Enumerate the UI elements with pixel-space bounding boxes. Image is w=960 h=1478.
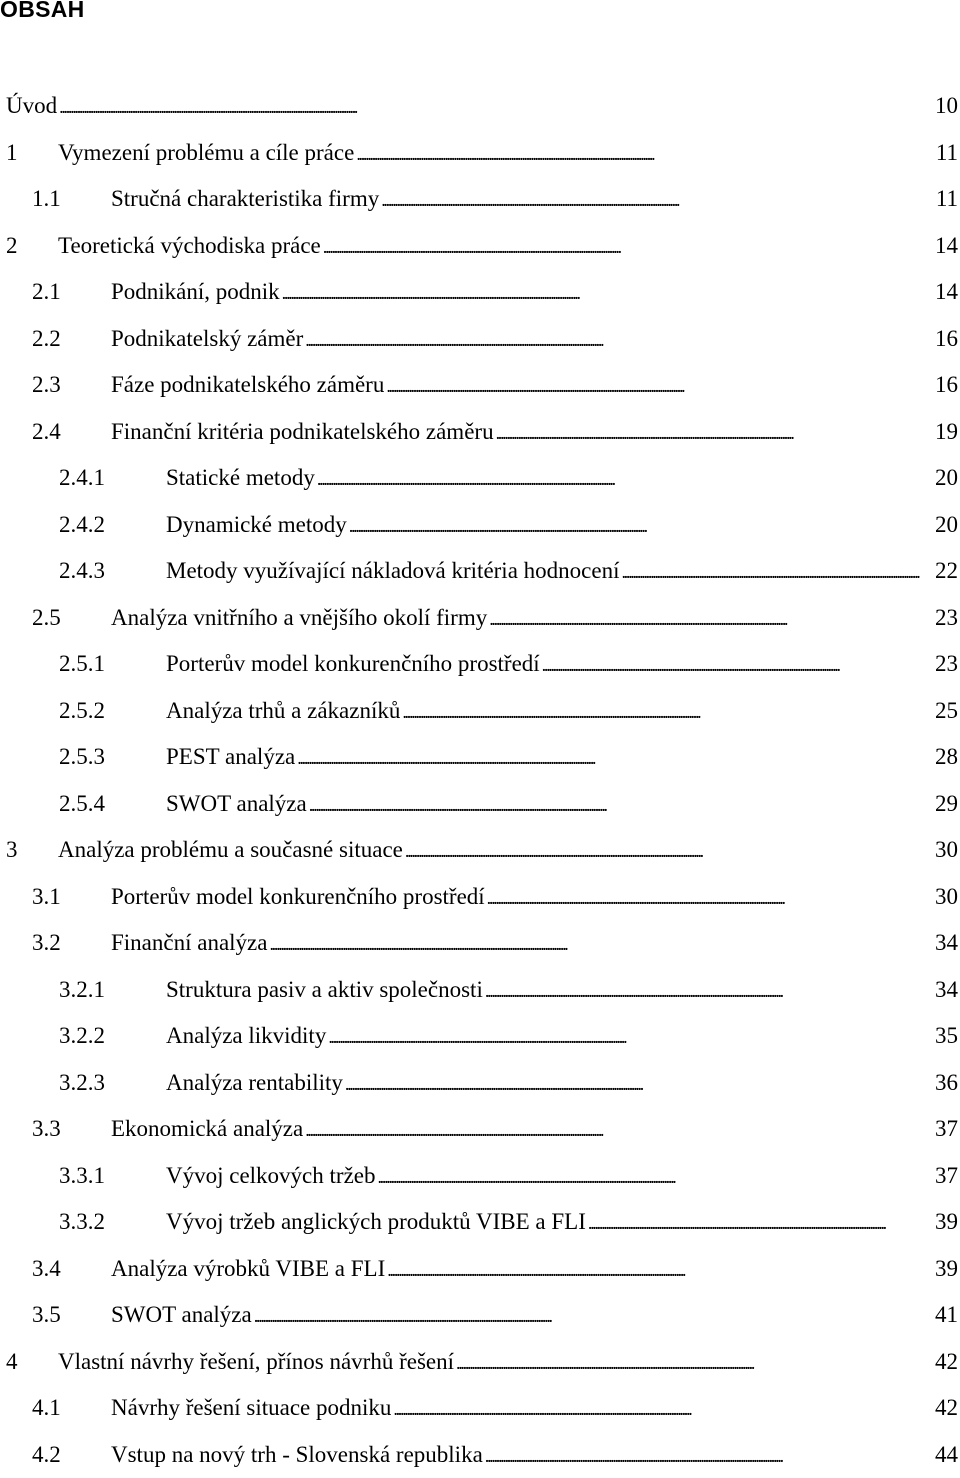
toc-entry-page-number: 20 xyxy=(935,512,958,538)
toc-entry-title: Vlastní návrhy řešení, přínos návrhů řešení xyxy=(58,1349,454,1375)
toc-entry-number: 2.4.3 xyxy=(59,558,166,584)
toc-entry-number: 3.2.3 xyxy=(59,1070,166,1096)
toc-entry[interactable] xyxy=(0,1199,960,1246)
toc-entry-title: Dynamické metody xyxy=(166,512,347,538)
toc-entry-number: 4.2 xyxy=(32,1442,111,1468)
toc-entry[interactable] xyxy=(0,316,960,363)
toc-entry-title: Analýza vnitřního a vnějšího okolí firmy xyxy=(111,605,487,631)
dot-leader xyxy=(621,563,932,587)
toc-entry-number: 2.5 xyxy=(32,605,111,631)
toc-entry-page-number: 41 xyxy=(935,1302,958,1328)
dot-leader xyxy=(356,145,933,169)
dot-leader xyxy=(328,1028,932,1052)
toc-entry[interactable] xyxy=(0,920,960,967)
toc-entry-page-number: 30 xyxy=(935,884,958,910)
toc-entry-page-number: 34 xyxy=(935,930,958,956)
dot-leader xyxy=(305,331,932,355)
toc-entry[interactable] xyxy=(0,1292,960,1339)
toc-entry[interactable] xyxy=(0,1106,960,1153)
toc-entry-number: 2.1 xyxy=(32,279,111,305)
dot-leader xyxy=(487,889,932,913)
toc-entry-page-number: 29 xyxy=(935,791,958,817)
toc-entry-number: 2.4.2 xyxy=(59,512,166,538)
toc-entry-page-number: 28 xyxy=(935,744,958,770)
toc-entry-page-number: 34 xyxy=(935,977,958,1003)
toc-entry-page-number: 25 xyxy=(935,698,958,724)
toc-entry-number: 4 xyxy=(6,1349,58,1375)
toc-entry-page-number: 11 xyxy=(936,140,958,166)
toc-entry-title: Finanční analýza xyxy=(111,930,267,956)
dot-leader xyxy=(269,935,932,959)
toc-entry[interactable] xyxy=(0,827,960,874)
dot-leader xyxy=(297,749,932,773)
toc-entry[interactable] xyxy=(0,641,960,688)
toc-entry-title: Metody využívající nákladová kritéria hodnocení xyxy=(166,558,619,584)
toc-entry-page-number: 30 xyxy=(935,837,958,863)
toc-entry-page-number: 37 xyxy=(935,1116,958,1142)
toc-entry-page-number: 23 xyxy=(935,605,958,631)
dot-leader xyxy=(485,982,932,1006)
toc-entry[interactable] xyxy=(0,1339,960,1386)
toc-entry-number: 3.2.2 xyxy=(59,1023,166,1049)
toc-entry-number: 2.5.1 xyxy=(59,651,166,677)
toc-entry-title: Fáze podnikatelského záměru xyxy=(111,372,384,398)
dot-leader xyxy=(387,1261,932,1285)
dot-leader xyxy=(456,1354,932,1378)
page-title: OBSAH xyxy=(0,0,85,23)
toc-entry-number: 2.4 xyxy=(32,419,111,445)
toc-entry[interactable] xyxy=(0,409,960,456)
toc-entry-page-number: 16 xyxy=(935,372,958,398)
toc-entry[interactable] xyxy=(0,967,960,1014)
dot-leader xyxy=(393,1400,932,1424)
dot-leader xyxy=(485,1447,932,1471)
toc-entry-title: Podnikatelský záměr xyxy=(111,326,303,352)
toc-entry-number: 3.3 xyxy=(32,1116,111,1142)
dot-leader xyxy=(386,377,932,401)
toc-entry-title: Podnikání, podnik xyxy=(111,279,280,305)
toc-entry[interactable] xyxy=(0,502,960,549)
dot-leader xyxy=(377,1168,932,1192)
toc-entry-page-number: 44 xyxy=(935,1442,958,1468)
toc-entry-title: Úvod xyxy=(6,93,57,119)
toc-entry-title: PEST analýza xyxy=(166,744,295,770)
dot-leader xyxy=(309,796,932,820)
toc-entry[interactable] xyxy=(0,1153,960,1200)
dot-leader xyxy=(305,1121,932,1145)
toc-entry-title: Porterův model konkurenčního prostředí xyxy=(166,651,540,677)
toc-entry-page-number: 23 xyxy=(935,651,958,677)
toc-entry-title: Struktura pasiv a aktiv společnosti xyxy=(166,977,483,1003)
toc-entry-title: SWOT analýza xyxy=(166,791,307,817)
toc-entry-number: 4.1 xyxy=(32,1395,111,1421)
toc-entry-page-number: 16 xyxy=(935,326,958,352)
dot-leader xyxy=(349,517,932,541)
toc-entry[interactable] xyxy=(0,734,960,781)
dot-leader xyxy=(405,842,932,866)
toc-entry-page-number: 11 xyxy=(936,186,958,212)
dot-leader xyxy=(323,238,932,262)
dot-leader xyxy=(254,1307,932,1331)
toc-entry[interactable] xyxy=(0,548,960,595)
toc-entry-title: Analýza výrobků VIBE a FLI xyxy=(111,1256,385,1282)
toc-entry-page-number: 39 xyxy=(935,1209,958,1235)
toc-entry-title: Analýza likvidity xyxy=(166,1023,326,1049)
toc-entry[interactable] xyxy=(0,269,960,316)
toc-entry-number: 3.2 xyxy=(32,930,111,956)
toc-entry-title: Analýza problému a současné situace xyxy=(58,837,403,863)
toc-entry[interactable] xyxy=(0,1060,960,1107)
dot-leader xyxy=(282,284,932,308)
toc-entry[interactable] xyxy=(0,455,960,502)
toc-entry-title: Statické metody xyxy=(166,465,315,491)
toc-entry-page-number: 14 xyxy=(935,279,958,305)
toc-entry[interactable] xyxy=(0,362,960,409)
toc-entry[interactable] xyxy=(0,688,960,735)
toc-entry[interactable] xyxy=(0,1432,960,1478)
dot-leader xyxy=(381,191,933,215)
toc-entry[interactable] xyxy=(0,223,960,270)
toc-entry-number: 2.4.1 xyxy=(59,465,166,491)
toc-entry-title: Ekonomická analýza xyxy=(111,1116,303,1142)
toc-entry-number: 3.3.1 xyxy=(59,1163,166,1189)
toc-entry-title: Vývoj tržeb anglických produktů VIBE a FLI xyxy=(166,1209,586,1235)
toc-entry-page-number: 20 xyxy=(935,465,958,491)
toc-entry[interactable] xyxy=(0,874,960,921)
toc-entry-title: Finanční kritéria podnikatelského záměru xyxy=(111,419,494,445)
toc-entry-title: Vymezení problému a cíle práce xyxy=(58,140,354,166)
toc-entry[interactable] xyxy=(0,1013,960,1060)
toc-entry-number: 2.5.2 xyxy=(59,698,166,724)
toc-entry-number: 3.2.1 xyxy=(59,977,166,1003)
toc-entry-title: Vstup na nový trh - Slovenská republika xyxy=(111,1442,483,1468)
toc-entry-page-number: 19 xyxy=(935,419,958,445)
toc-entry[interactable] xyxy=(0,130,960,177)
toc-entry-number: 2.5.4 xyxy=(59,791,166,817)
toc-entry-page-number: 39 xyxy=(935,1256,958,1282)
toc-entry-number: 3 xyxy=(6,837,58,863)
dot-leader xyxy=(345,1075,932,1099)
toc-entry[interactable] xyxy=(0,1246,960,1293)
toc-entry-page-number: 37 xyxy=(935,1163,958,1189)
toc-entry-page-number: 10 xyxy=(935,93,958,119)
toc-entry[interactable] xyxy=(0,595,960,642)
toc-entry-page-number: 42 xyxy=(935,1395,958,1421)
toc-entry-page-number: 35 xyxy=(935,1023,958,1049)
toc-entry-title: Teoretická východiska práce xyxy=(58,233,321,259)
toc-entry-number: 3.4 xyxy=(32,1256,111,1282)
toc-entry[interactable] xyxy=(0,176,960,223)
toc-entry-number: 1 xyxy=(6,140,58,166)
dot-leader xyxy=(402,703,932,727)
toc-entry-title: Analýza rentability xyxy=(166,1070,343,1096)
toc-entry-title: Stručná charakteristika firmy xyxy=(111,186,379,212)
toc-entry-number: 2.5.3 xyxy=(59,744,166,770)
table-of-contents xyxy=(0,83,960,1478)
dot-leader xyxy=(489,610,932,634)
dot-leader xyxy=(496,424,932,448)
toc-entry-number: 2 xyxy=(6,233,58,259)
dot-leader xyxy=(317,470,932,494)
toc-entry-number: 1.1 xyxy=(32,186,111,212)
toc-entry-page-number: 42 xyxy=(935,1349,958,1375)
dot-leader xyxy=(588,1214,932,1238)
toc-entry[interactable] xyxy=(0,83,960,130)
toc-entry-page-number: 36 xyxy=(935,1070,958,1096)
toc-entry-number: 2.3 xyxy=(32,372,111,398)
toc-entry-number: 3.5 xyxy=(32,1302,111,1328)
dot-leader xyxy=(542,656,932,680)
toc-entry-title: SWOT analýza xyxy=(111,1302,252,1328)
toc-entry-title: Vývoj celkových tržeb xyxy=(166,1163,375,1189)
toc-entry-number: 3.1 xyxy=(32,884,111,910)
toc-entry-title: Porterův model konkurenčního prostředí xyxy=(111,884,485,910)
toc-entry-page-number: 14 xyxy=(935,233,958,259)
toc-entry-title: Návrhy řešení situace podniku xyxy=(111,1395,391,1421)
toc-entry-number: 3.3.2 xyxy=(59,1209,166,1235)
toc-entry[interactable] xyxy=(0,781,960,828)
toc-entry-title: Analýza trhů a zákazníků xyxy=(166,698,400,724)
toc-entry[interactable] xyxy=(0,1385,960,1432)
dot-leader xyxy=(59,98,932,122)
toc-entry-page-number: 22 xyxy=(935,558,958,584)
toc-entry-number: 2.2 xyxy=(32,326,111,352)
